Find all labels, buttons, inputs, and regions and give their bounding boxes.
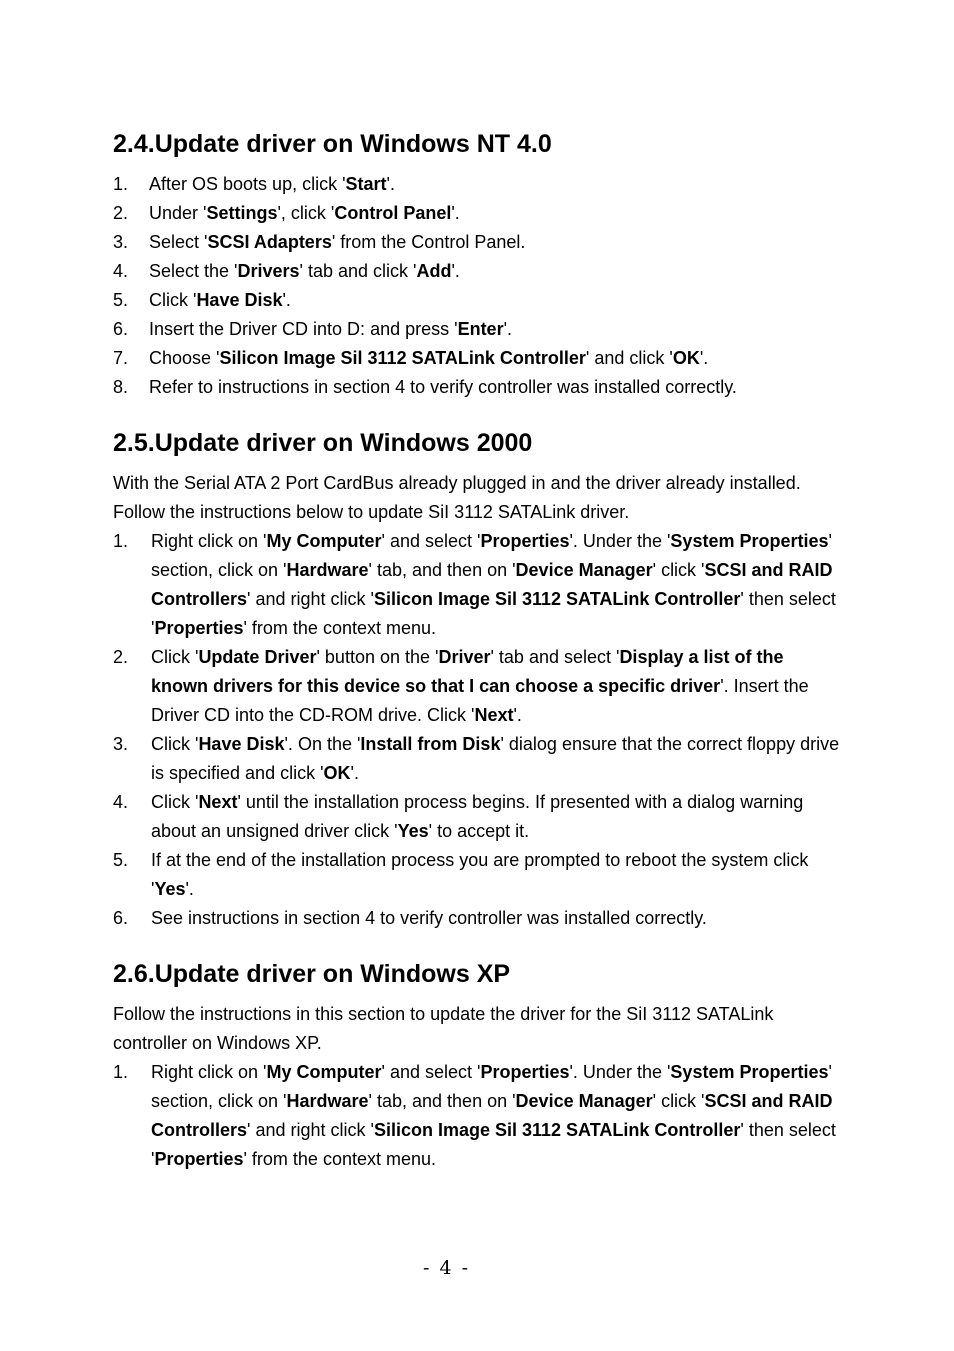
step-text (149, 174, 395, 194)
emphasis-term: Properties (480, 531, 570, 551)
section-heading: 2.6.Update driver on Windows XP (113, 960, 511, 988)
step-text (151, 850, 808, 899)
step-number: 3. (113, 232, 129, 252)
step-text-run: '. (185, 879, 194, 899)
emphasis-term: Silicon Image Sil 3112 SATALink Controller (373, 589, 741, 609)
step-text-run: If at the end of the installation process you are prompted to reboot the system click ' (151, 850, 809, 899)
intro-paragraph: Follow the instructions in this section to update the driver for the SiI 3112 SATALink controller on Windows XP. (113, 1004, 774, 1053)
step-text-run: ' dialog ensure that the correct floppy drive is specified and click ' (151, 734, 840, 783)
step-text-run: Insert the Driver CD into D: and press ' (149, 319, 458, 339)
emphasis-term: SCSI and RAID Controllers (151, 560, 833, 609)
step-text-run: ' click ' (652, 560, 705, 580)
step-number: 7. (113, 348, 129, 368)
step-text (149, 319, 512, 339)
step-text-run: '. (513, 705, 522, 725)
step-text-run: Click ' (151, 647, 199, 667)
emphasis-term: Silicon Image Sil 3112 SATALink Controller (373, 1120, 741, 1140)
steps-list (113, 170, 843, 402)
step-text-run: ' tab and select ' (490, 647, 620, 667)
emphasis-term: Add (416, 261, 452, 281)
step-text-run: ' button on the ' (316, 647, 439, 667)
step-number: 2. (113, 203, 129, 223)
step-text-run: '. (699, 348, 709, 368)
step-text-run: Click ' (149, 290, 197, 310)
step-number: 1. (113, 531, 129, 551)
step-text (149, 261, 460, 281)
step-text-run: '. (386, 174, 395, 194)
document-page (113, 128, 843, 1174)
step-text-run: ' to accept it. (428, 821, 530, 841)
step-text-run: Select the ' (149, 261, 238, 281)
emphasis-term: Properties (154, 1149, 244, 1169)
step-text-run: ' then select ' (151, 589, 836, 638)
emphasis-term: Next (198, 792, 238, 812)
list-item (113, 170, 843, 199)
step-text (149, 377, 737, 397)
list-item (113, 846, 843, 904)
step-text (149, 348, 708, 368)
steps-list (113, 527, 843, 933)
section-windows-2000 (113, 427, 843, 933)
list-item (113, 199, 843, 228)
step-text-run: ' and right click ' (247, 1120, 374, 1140)
step-number: 1. (113, 174, 129, 194)
emphasis-term: Have Disk (198, 734, 285, 754)
emphasis-term: Device Manager (515, 1091, 653, 1111)
step-text (149, 203, 460, 223)
step-text-run: ' until the installation process begins. If presented with a dialog warning about an unsigned driver click ' (151, 792, 804, 841)
list-item (113, 1058, 843, 1174)
step-text-run: ' from the context menu. (243, 618, 437, 638)
step-text (151, 647, 809, 725)
emphasis-term: Update Driver (198, 647, 317, 667)
emphasis-term: System Properties (670, 531, 829, 551)
step-text-run: ' then select ' (151, 1120, 836, 1169)
step-text-run: ' from the Control Panel. (331, 232, 526, 252)
step-text-run: Right click on ' (151, 531, 267, 551)
section-windows-xp (113, 958, 843, 1174)
emphasis-term: Hardware (286, 560, 369, 580)
section-windows-nt (113, 128, 843, 402)
step-text (151, 531, 836, 638)
step-number: 8. (113, 377, 129, 397)
step-text-run: '. (503, 319, 513, 339)
step-text-run: ' tab and click ' (299, 261, 417, 281)
step-text (151, 734, 839, 783)
step-text-run: '. Under the ' (569, 531, 671, 551)
emphasis-term: Enter (457, 319, 504, 339)
list-item (113, 257, 843, 286)
step-text-run: '. Under the ' (569, 1062, 671, 1082)
step-text (149, 232, 525, 252)
emphasis-term: SCSI and RAID Controllers (151, 1091, 833, 1140)
emphasis-term: Properties (154, 618, 244, 638)
step-text-run: Refer to instructions in section 4 to verify controller was installed correctly. (149, 377, 737, 397)
step-text-run: See instructions in section 4 to verify controller was installed correctly. (151, 908, 707, 928)
emphasis-term: My Computer (266, 531, 382, 551)
step-text-run: ' tab, and then on ' (368, 1091, 516, 1111)
steps-list (113, 1058, 843, 1174)
list-item (113, 315, 843, 344)
step-text-run: ' and select ' (381, 531, 481, 551)
step-number: 5. (113, 850, 129, 870)
list-item (113, 286, 843, 315)
step-number: 2. (113, 647, 129, 667)
emphasis-term: Silicon Image Sil 3112 SATALink Controller (219, 348, 586, 368)
list-item (113, 904, 843, 933)
list-item (113, 788, 843, 846)
step-text-run: ' and click ' (585, 348, 673, 368)
step-number: 5. (113, 290, 129, 310)
list-item (113, 643, 843, 730)
step-text-run: Click ' (151, 734, 199, 754)
list-item (113, 373, 843, 402)
step-text-run: '. (350, 763, 359, 783)
section-heading: 2.4.Update driver on Windows NT 4.0 (113, 130, 552, 158)
step-text-run: ', click ' (277, 203, 335, 223)
emphasis-term: Yes (397, 821, 429, 841)
emphasis-term: Install from Disk (360, 734, 501, 754)
emphasis-term: Control Panel (334, 203, 452, 223)
step-number: 6. (113, 319, 129, 339)
step-text-run: '. (282, 290, 291, 310)
step-number: 4. (113, 261, 129, 281)
emphasis-term: Start (345, 174, 387, 194)
list-item (113, 228, 843, 257)
step-text-run: After OS boots up, click ' (149, 174, 346, 194)
emphasis-term: Next (474, 705, 514, 725)
step-number: 1. (113, 1062, 129, 1082)
step-text-run: Select ' (149, 232, 208, 252)
list-item (113, 527, 843, 643)
step-text-run: ' section, click on ' (151, 1062, 832, 1111)
step-text-run: ' section, click on ' (151, 531, 832, 580)
emphasis-term: Display a list of the known drivers for this device so that I can choose a specific driver (151, 647, 784, 696)
list-item (113, 344, 843, 373)
step-text-run: '. Insert the Driver CD into the CD-ROM drive. Click ' (151, 676, 809, 725)
emphasis-term: Properties (480, 1062, 570, 1082)
step-text-run: ' click ' (652, 1091, 705, 1111)
step-number: 3. (113, 734, 129, 754)
step-text-run: ' and select ' (381, 1062, 481, 1082)
intro-paragraph: With the Serial ATA 2 Port CardBus already plugged in and the driver already installed. Follow the instructions below to update SiI 3112 SATALink driver. (113, 473, 801, 522)
step-text (149, 290, 291, 310)
emphasis-term: System Properties (670, 1062, 829, 1082)
step-number: 4. (113, 792, 129, 812)
step-text-run: Click ' (151, 792, 199, 812)
emphasis-term: Hardware (286, 1091, 369, 1111)
step-text-run: Under ' (149, 203, 207, 223)
emphasis-term: OK (672, 348, 700, 368)
step-text (151, 908, 707, 928)
step-text-run: ' from the context menu. (243, 1149, 437, 1169)
step-text (151, 792, 803, 841)
emphasis-term: Settings (206, 203, 278, 223)
step-text-run: '. On the ' (284, 734, 361, 754)
emphasis-term: Device Manager (515, 560, 653, 580)
step-number: 6. (113, 908, 129, 928)
emphasis-term: Drivers (237, 261, 300, 281)
step-text (151, 1062, 836, 1169)
step-text-run: Right click on ' (151, 1062, 267, 1082)
list-item (113, 730, 843, 788)
step-text-run: ' tab, and then on ' (368, 560, 516, 580)
step-text-run: '. (451, 203, 460, 223)
emphasis-term: My Computer (266, 1062, 382, 1082)
emphasis-term: Yes (154, 879, 186, 899)
emphasis-term: Driver (438, 647, 491, 667)
step-text-run: ' and right click ' (247, 589, 374, 609)
step-text-run: Choose ' (149, 348, 220, 368)
step-text-run: '. (451, 261, 460, 281)
emphasis-term: SCSI Adapters (207, 232, 332, 252)
emphasis-term: Have Disk (196, 290, 283, 310)
emphasis-term: OK (323, 763, 351, 783)
page-number: - 4 - (422, 1257, 470, 1279)
section-heading: 2.5.Update driver on Windows 2000 (113, 429, 533, 457)
